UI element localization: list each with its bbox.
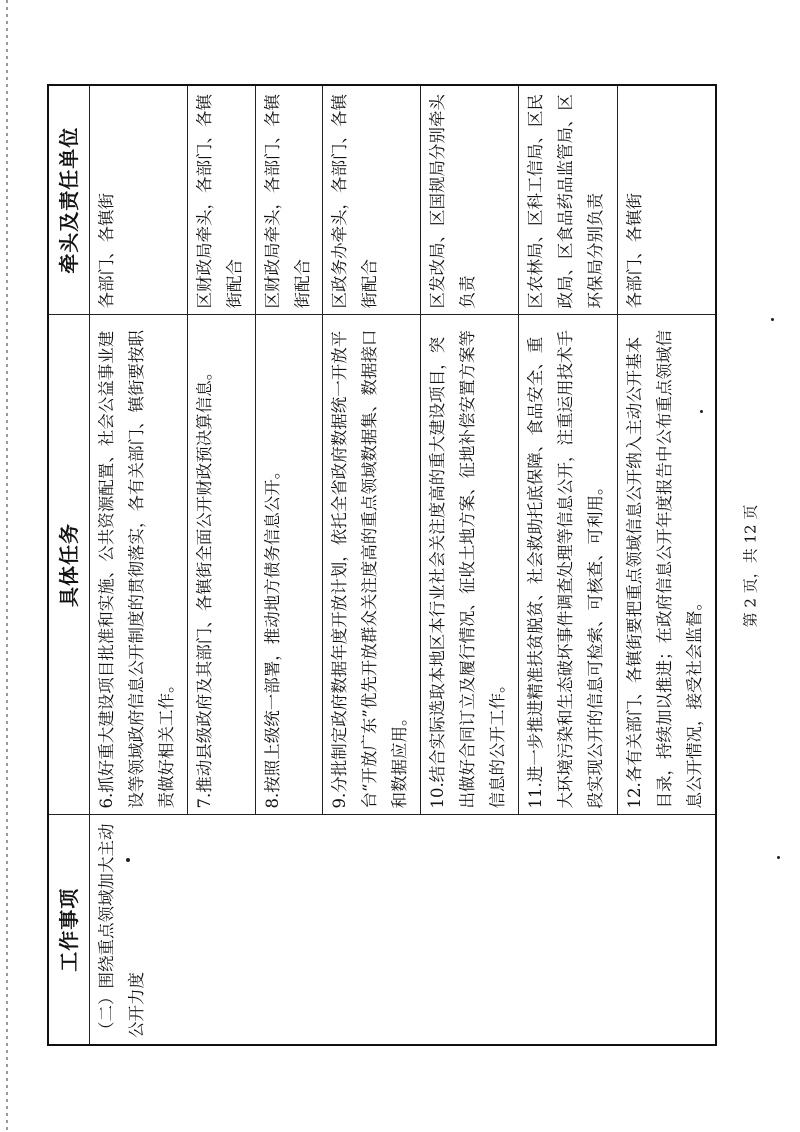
- unit-cell: 各部门、各镇街: [617, 85, 716, 315]
- table-header-row: [48, 85, 90, 1045]
- header-responsible-unit: 牵头及责任单位: [48, 85, 90, 315]
- task-table-rotated: [47, 86, 717, 1046]
- task-cell: 9.分批制定政府数据年度开放计划，依托全省政府数据统一开放平台“开放广东”优先开放群众关注度高的重点领域数据集、数据接口和数据应用。: [322, 315, 420, 815]
- unit-cell: 区农林局、区科工信局、区民政局、区食品药品监管局、区环保局分别负责: [519, 85, 617, 315]
- unit-cell: 区财政局牵头，各部门、各镇街配合: [188, 85, 255, 315]
- scan-speck: [777, 856, 780, 859]
- task-cell: 10.结合实际选取本地区本行业社会关注度高的重大建设项目，突出做好合同订立及履行情况、征收土地方案、征地补偿安置方案等信息的公开工作。: [421, 315, 519, 815]
- scan-speck: [771, 318, 774, 321]
- task-cell: 12.各有关部门、各镇街要把重点领域信息公开纳入主动公开基本目录，持续加以推进；在政府信息公开年度报告中公布重点领域信息公开情况，接受社会监督。: [617, 315, 716, 815]
- section-label-cell: （二）围绕重点领域加大主动公开力度: [90, 815, 717, 1045]
- page-footer: [740, 506, 760, 626]
- unit-cell: 区发改局、区国规局分别牵头负责: [421, 85, 519, 315]
- header-work-item: 工作事项: [48, 815, 90, 1045]
- header-specific-task: 具体任务: [48, 315, 90, 815]
- task-cell: 11.进一步推进精准扶贫脱贫、社会救助托底保障、食品安全、重大环境污染和生态破坏事件调查处理等信息公开，注重运用技术手段实现公开的信息可检索、可核查、可利用。: [519, 315, 617, 815]
- task-table: [47, 84, 717, 1046]
- unit-cell: 区财政局牵头，各部门、各镇街配合: [255, 85, 322, 315]
- table-row: [90, 85, 188, 1045]
- task-cell: 6.抓好重大建设项目批准和实施、公共资源配置、社会公益事业建设等领域政府信息公开制度的贯彻落实，各有关部门、镇街要按职责做好相关工作。: [90, 315, 188, 815]
- unit-cell: 区政务办牵头，各部门、各镇街配合: [322, 85, 420, 315]
- page-number: 第 2 页，共 12 页: [741, 504, 760, 628]
- task-cell: 8.按照上级统一部署，推动地方债务信息公开。: [255, 315, 322, 815]
- scan-edge-line: [6, 0, 8, 1132]
- unit-cell: 各部门、各镇街: [90, 85, 188, 315]
- task-cell: 7.推动县级政府及其部门、各镇街全面公开财政预决算信息。: [188, 315, 255, 815]
